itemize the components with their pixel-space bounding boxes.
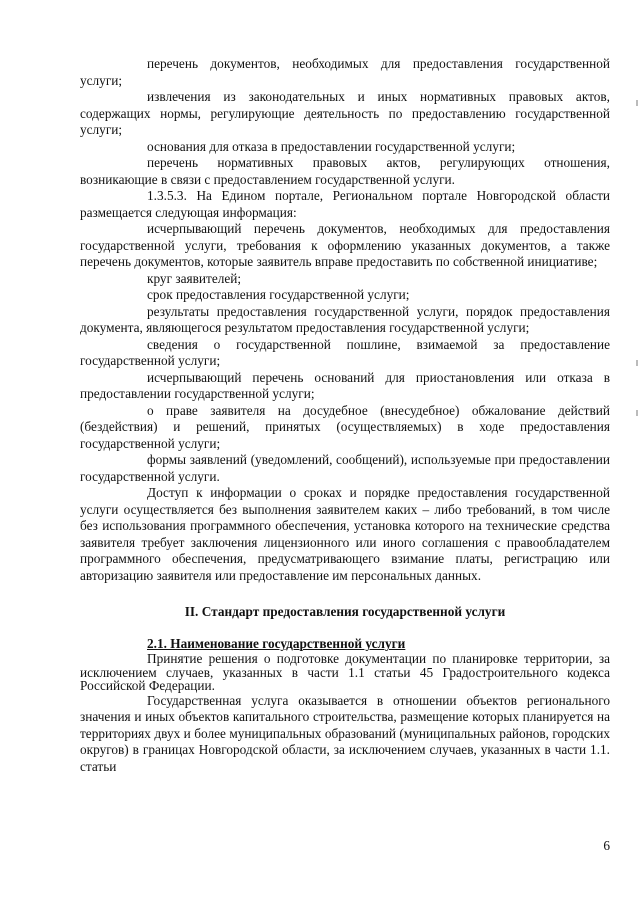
- paragraph: срок предоставления государственной услуги;: [147, 287, 410, 302]
- paragraph: исчерпывающий перечень оснований для приостановления или отказа в предоставлении государственной услуги;: [80, 369, 610, 401]
- page-number: 6: [603, 838, 610, 853]
- paragraph: основания для отказа в предоставлении государственной услуги;: [147, 138, 516, 154]
- scan-mark: [636, 360, 638, 366]
- paragraph: 1.3.5.3. На Едином портале, Региональном портале Новгородской области размещается следующая информация:: [80, 188, 610, 220]
- paragraph: Доступ к информации о сроках и порядке предоставления государственной услуги осуществляется без выполнения заявителем каких – либо требований, в том числе без использования программного обеспечения, установка которого на технические средства заявителя требует заключения лицензионного или иного соглашения с правообладателем программного обеспечения, предусматривающего взимание платы, регистрацию или авторизацию заявителя или предоставление им персональных данных.: [80, 485, 610, 583]
- paragraph: перечень нормативных правовых актов, регулирующих отношения, возникающие в связи с предоставлением государственной услуги.: [80, 155, 610, 187]
- scan-mark: [636, 100, 638, 106]
- scan-mark: [636, 410, 638, 416]
- paragraph: Государственная услуга оказывается в отношении объектов регионального значения и иных объектов капитального строительства, размещение которых планируется на территориях двух и более муниципальных образований (муниципальных районов, городских округов) в границах Новгородской области, за исключением случаев, указанных в части 1.1. статьи: [80, 692, 610, 774]
- paragraph: формы заявлений (уведомлений, сообщений), используемые при предоставлении государственной услуги.: [80, 452, 610, 484]
- body-text-top: [80, 56, 610, 584]
- subsection-heading: 2.1. Наименование государственной услуги: [147, 636, 406, 651]
- paragraph: результаты предоставления государственной услуги, порядок предоставления документа, являющегося результатом предоставления государственной услуги;: [80, 303, 610, 335]
- paragraph: Принятие решения о подготовке документации по планировке территории, за исключением случаев, указанных в части 1.1 статьи 45 Градостроительного кодекса Российской Федерации.: [80, 651, 610, 693]
- paragraph: сведения о государственной пошлине, взимаемой за предоставление государственной услуги;: [80, 336, 610, 368]
- paragraph: о праве заявителя на досудебное (внесудебное) обжалование действий (бездействия) и решений, принятых (осуществляемых) в ходе предоставления государственной услуги;: [80, 402, 610, 451]
- paragraph: круг заявителей;: [147, 270, 242, 286]
- body-text-bottom: [80, 652, 610, 775]
- paragraph: перечень документов, необходимых для предоставления государственной услуги;: [80, 56, 610, 88]
- paragraph: извлечения из законодательных и иных нормативных правовых актов, содержащих нормы, регулирующие деятельность по предоставлению государственной услуги;: [80, 89, 610, 137]
- section-heading: II. Стандарт предоставления государственной услуги: [184, 604, 506, 619]
- paragraph: исчерпывающий перечень документов, необходимых для предоставления государственной услуги, требования к оформлению указанных документов, а также перечень документов, которые заявитель вправе предоставить по собственной инициативе;: [80, 221, 610, 269]
- document-page: [80, 56, 610, 775]
